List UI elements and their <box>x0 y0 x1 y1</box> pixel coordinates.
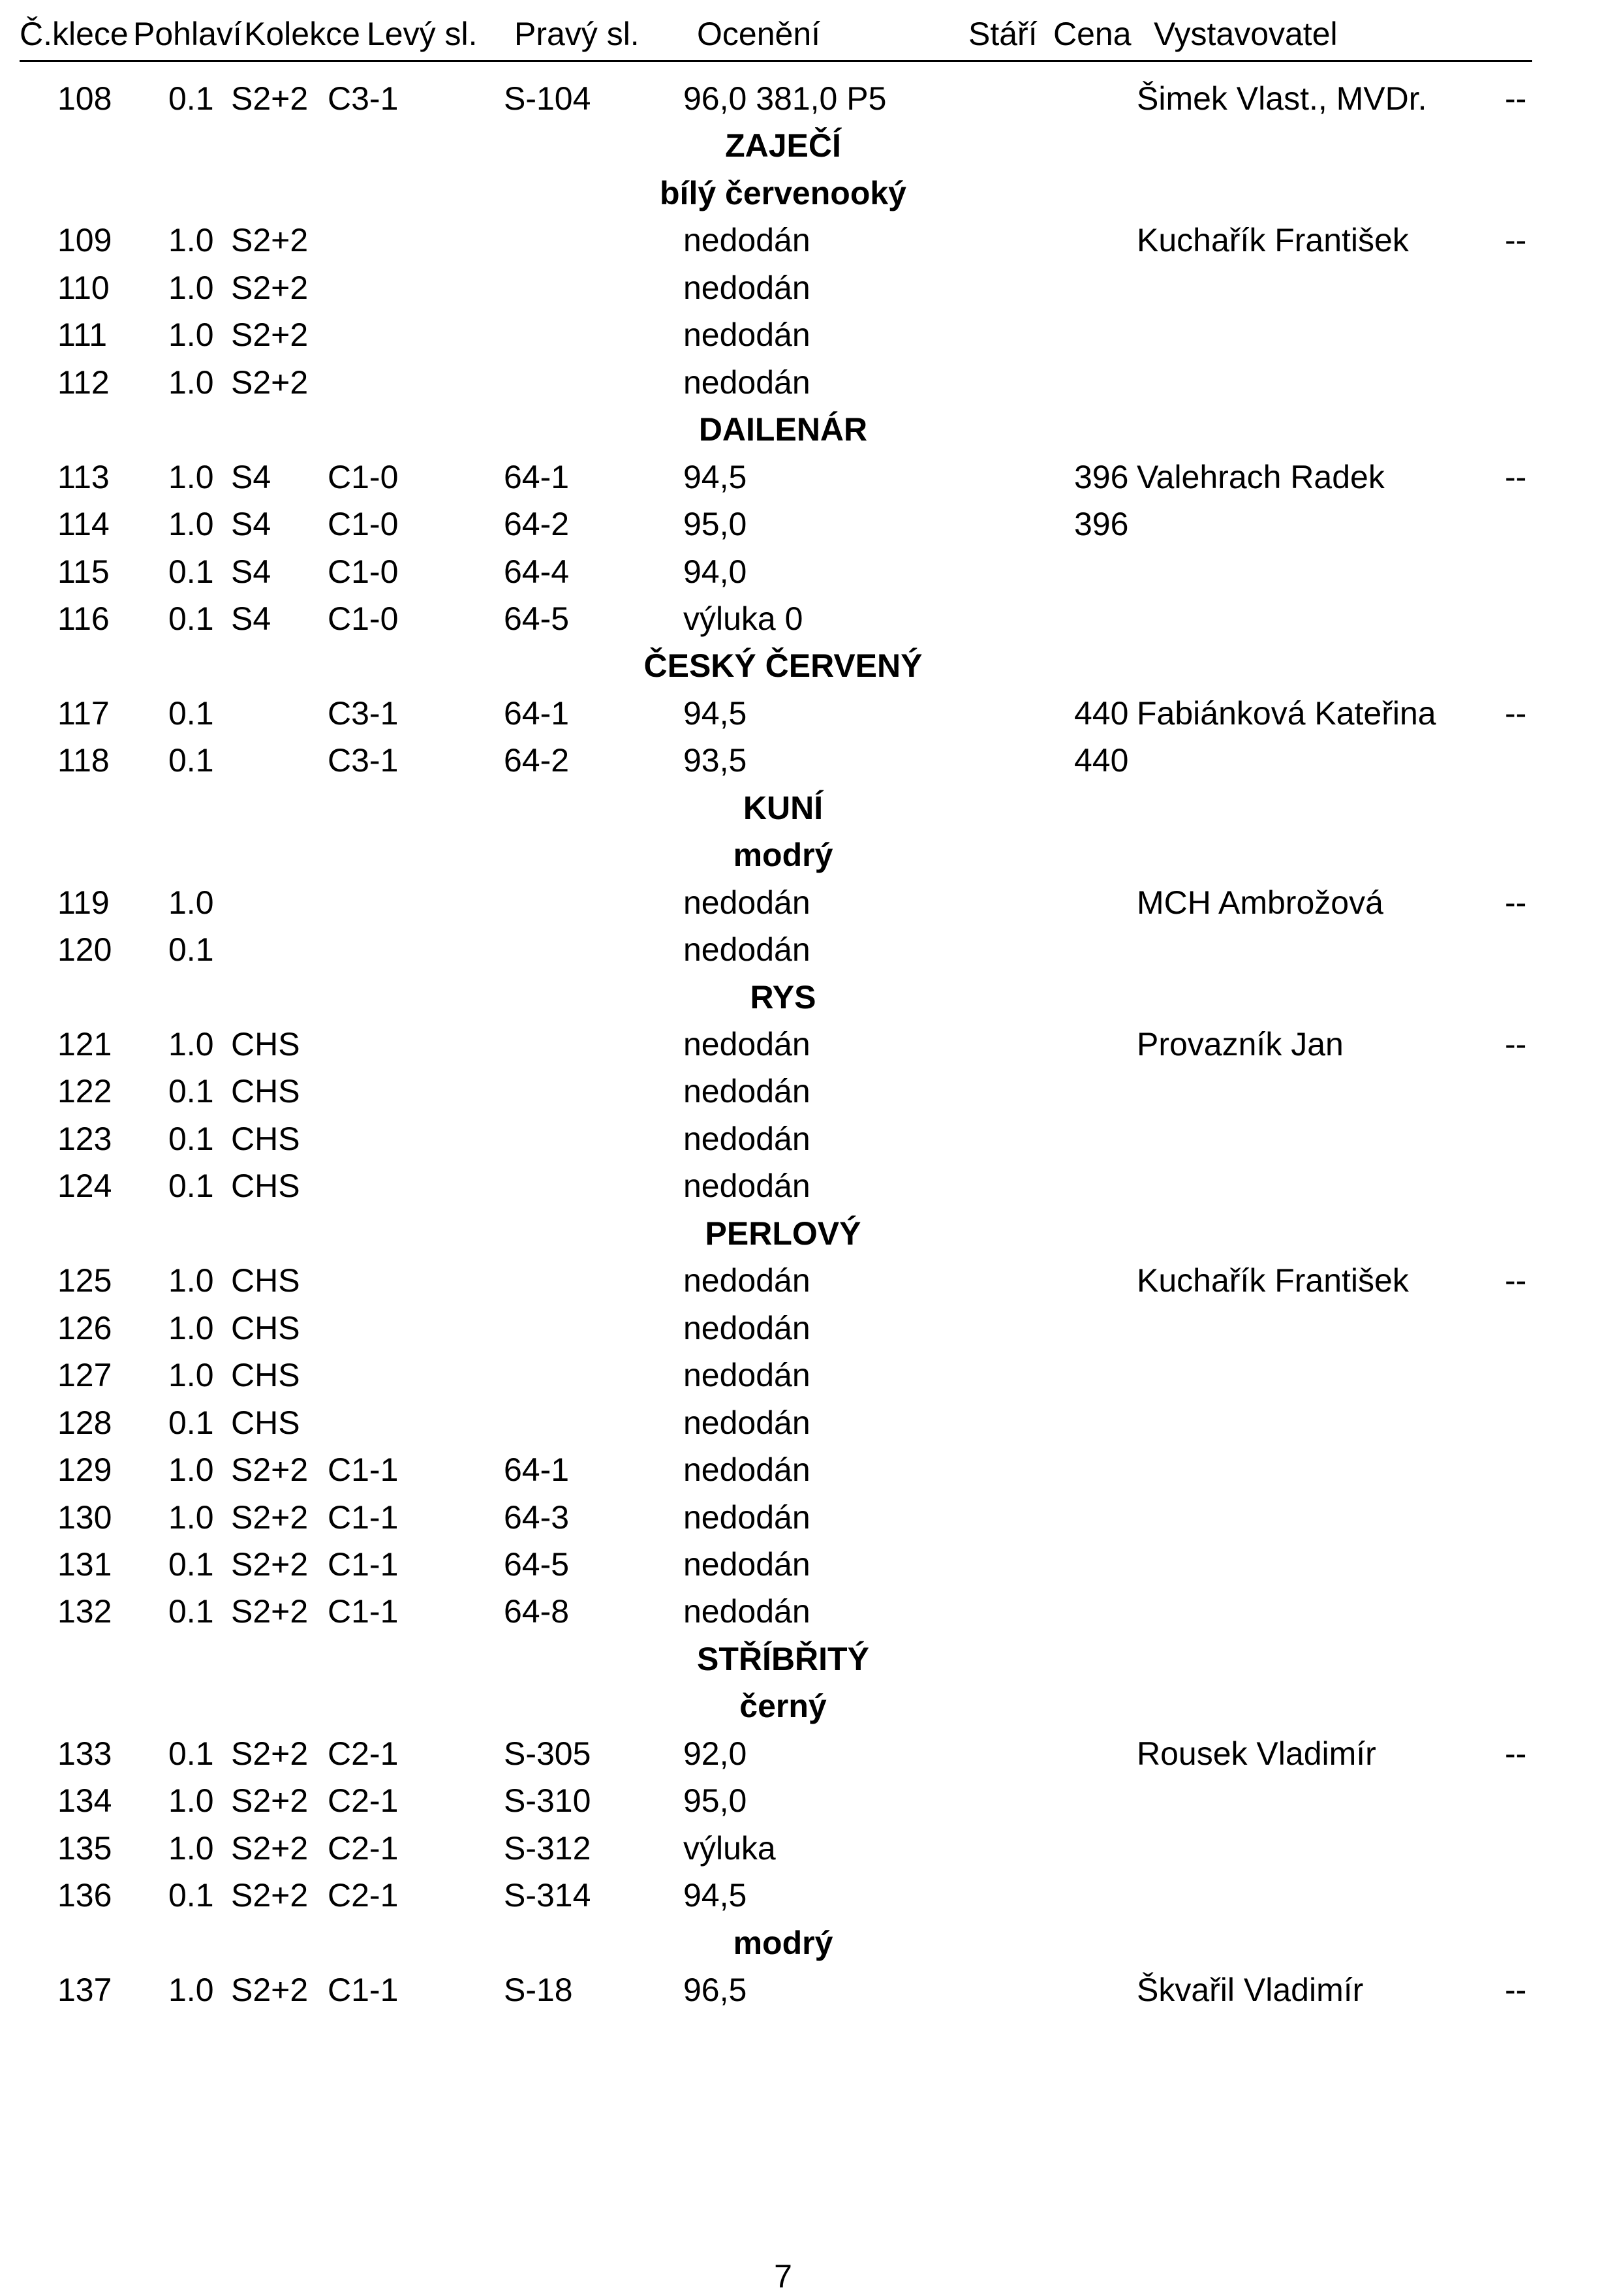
cell-left-ear: C2-1 <box>328 1782 399 1819</box>
cell-left-ear: C3-1 <box>328 80 399 117</box>
cell-exhibitor: Šimek Vlast., MVDr. <box>1137 80 1427 117</box>
table-row <box>0 690 1619 737</box>
header-left-ear: Levý sl. <box>367 16 478 52</box>
section-heading: PERLOVÝ <box>705 1215 861 1252</box>
table-row <box>0 737 1619 784</box>
section-heading: modrý <box>733 1925 833 1961</box>
cell-rating: 93,5 <box>683 742 747 779</box>
section-heading: černý <box>739 1688 827 1724</box>
cell-collection: CHS <box>231 1310 300 1346</box>
cell-rating: výluka <box>683 1830 776 1867</box>
cell-collection: S2+2 <box>231 1830 309 1867</box>
cell-collection: S2+2 <box>231 1735 309 1772</box>
cell-rating: nedodán <box>683 1404 810 1441</box>
page-number: 7 <box>774 2258 792 2295</box>
cell-rating: nedodán <box>683 1546 810 1583</box>
cell-collection: S2+2 <box>231 1451 309 1488</box>
cell-rating: 94,5 <box>683 695 747 732</box>
cell-sex: 1.0 <box>168 1262 214 1299</box>
table-row <box>0 548 1619 595</box>
cell-collection: S4 <box>231 553 271 590</box>
cell-note: -- <box>1505 80 1527 117</box>
table-row <box>0 1115 1619 1162</box>
cell-exhibitor: Kuchařík František <box>1137 222 1409 258</box>
header-divider <box>20 60 1532 62</box>
cell-sex: 0.1 <box>168 80 214 117</box>
cell-rating: nedodán <box>683 270 810 306</box>
cell-sex: 0.1 <box>168 553 214 590</box>
cell-collection: S2+2 <box>231 1593 309 1630</box>
cell-left-ear: C1-1 <box>328 1546 399 1583</box>
cell-right-ear: 64-5 <box>504 1546 570 1583</box>
cell-collection: S2+2 <box>231 317 309 353</box>
section-heading: KUNÍ <box>743 790 824 826</box>
cell-left-ear: C1-0 <box>328 553 399 590</box>
cell-collection: CHS <box>231 1121 300 1157</box>
cell-cage-number: 124 <box>57 1168 112 1204</box>
cell-left-ear: C2-1 <box>328 1877 399 1914</box>
cell-cage-number: 116 <box>57 600 110 637</box>
table-row <box>0 1257 1619 1304</box>
section-heading: bílý červenooký <box>660 175 906 211</box>
section-heading: modrý <box>733 837 833 873</box>
cell-rating: 94,5 <box>683 459 747 495</box>
cell-collection: CHS <box>231 1026 300 1063</box>
cell-cage-number: 133 <box>57 1735 112 1772</box>
cell-note: -- <box>1505 1735 1527 1772</box>
cell-right-ear: S-104 <box>504 80 591 117</box>
cell-cage-number: 115 <box>57 553 110 590</box>
cell-right-ear: 64-2 <box>504 742 570 779</box>
cell-cage-number: 117 <box>57 695 110 732</box>
cell-rating: 94,0 <box>683 553 747 590</box>
cell-exhibitor: Kuchařík František <box>1137 1262 1409 1299</box>
table-row <box>0 1588 1619 1635</box>
section-heading: STŘÍBŘITÝ <box>697 1641 869 1677</box>
cell-collection: CHS <box>231 1404 300 1441</box>
cell-cage-number: 136 <box>57 1877 112 1914</box>
cell-note: -- <box>1505 695 1527 732</box>
cell-collection: S2+2 <box>231 364 309 401</box>
cell-left-ear: C1-1 <box>328 1593 399 1630</box>
header-sex: Pohlaví <box>133 16 242 52</box>
cell-right-ear: 64-1 <box>504 695 570 732</box>
table-row <box>0 1494 1619 1541</box>
table-row <box>0 1021 1619 1068</box>
cell-right-ear: S-312 <box>504 1830 591 1867</box>
cell-sex: 1.0 <box>168 1357 214 1393</box>
cell-sex: 0.1 <box>168 1073 214 1109</box>
cell-sex: 0.1 <box>168 600 214 637</box>
cell-sex: 0.1 <box>168 1404 214 1441</box>
cell-left-ear: C1-1 <box>328 1499 399 1536</box>
cell-collection: CHS <box>231 1073 300 1109</box>
cell-right-ear: S-310 <box>504 1782 591 1819</box>
header-right-ear: Pravý sl. <box>514 16 640 52</box>
table-row <box>0 311 1619 358</box>
cell-left-ear: C3-1 <box>328 742 399 779</box>
cell-rating: 96,5 <box>683 1972 747 2008</box>
cell-sex: 0.1 <box>168 742 214 779</box>
cell-collection: S4 <box>231 459 271 495</box>
table-row <box>0 595 1619 642</box>
table-row <box>0 1305 1619 1352</box>
table-row <box>0 1541 1619 1588</box>
cell-cage-number: 111 <box>57 317 108 353</box>
table-row <box>0 1730 1619 1777</box>
cell-price: 440 <box>1074 742 1129 779</box>
cell-rating: nedodán <box>683 222 810 258</box>
cell-collection: S2+2 <box>231 1877 309 1914</box>
cell-left-ear: C2-1 <box>328 1830 399 1867</box>
cell-sex: 1.0 <box>168 1782 214 1819</box>
section-heading: ZAJEČÍ <box>725 127 841 164</box>
cell-sex: 1.0 <box>168 364 214 401</box>
cell-exhibitor: Valehrach Radek <box>1137 459 1385 495</box>
cell-right-ear: S-314 <box>504 1877 591 1914</box>
section-heading: DAILENÁR <box>698 411 868 448</box>
cell-rating: nedodán <box>683 1168 810 1204</box>
section-heading: ČESKÝ ČERVENÝ <box>643 647 923 684</box>
table-row <box>0 501 1619 548</box>
cell-collection: S2+2 <box>231 222 309 258</box>
cell-exhibitor: Rousek Vladimír <box>1137 1735 1376 1772</box>
cell-sex: 0.1 <box>168 1593 214 1630</box>
table-row <box>0 926 1619 973</box>
table-row <box>0 1446 1619 1493</box>
header-cage-number: Č.klece <box>20 16 129 52</box>
cell-collection: CHS <box>231 1168 300 1204</box>
cell-cage-number: 119 <box>57 884 110 921</box>
table-row <box>0 359 1619 406</box>
cell-right-ear: 64-8 <box>504 1593 570 1630</box>
cell-right-ear: 64-4 <box>504 553 570 590</box>
cell-cage-number: 120 <box>57 931 112 968</box>
cell-note: -- <box>1505 1972 1527 2008</box>
cell-rating: nedodán <box>683 1262 810 1299</box>
cell-collection: S2+2 <box>231 80 309 117</box>
cell-sex: 1.0 <box>168 222 214 258</box>
cell-rating: nedodán <box>683 1121 810 1157</box>
cell-rating: nedodán <box>683 1451 810 1488</box>
cell-sex: 0.1 <box>168 1877 214 1914</box>
table-row <box>0 1068 1619 1115</box>
cell-sex: 0.1 <box>168 1121 214 1157</box>
cell-collection: S2+2 <box>231 270 309 306</box>
cell-exhibitor: Škvařil Vladimír <box>1137 1972 1364 2008</box>
cell-cage-number: 134 <box>57 1782 112 1819</box>
table-row <box>0 75 1619 122</box>
cell-rating: nedodán <box>683 317 810 353</box>
cell-price: 396 <box>1074 506 1129 542</box>
table-row <box>0 1399 1619 1446</box>
cell-collection: S2+2 <box>231 1972 309 2008</box>
cell-sex: 1.0 <box>168 506 214 542</box>
cell-left-ear: C3-1 <box>328 695 399 732</box>
cell-right-ear: 64-1 <box>504 459 570 495</box>
cell-note: -- <box>1505 1026 1527 1063</box>
cell-rating: nedodán <box>683 1073 810 1109</box>
cell-cage-number: 108 <box>57 80 112 117</box>
cell-exhibitor: Fabiánková Kateřina <box>1137 695 1436 732</box>
cell-rating: 96,0 381,0 P5 <box>683 80 887 117</box>
cell-sex: 1.0 <box>168 270 214 306</box>
cell-note: -- <box>1505 884 1527 921</box>
cell-cage-number: 132 <box>57 1593 112 1630</box>
cell-cage-number: 137 <box>57 1972 112 2008</box>
cell-left-ear: C2-1 <box>328 1735 399 1772</box>
cell-cage-number: 135 <box>57 1830 112 1867</box>
cell-note: -- <box>1505 1262 1527 1299</box>
cell-sex: 0.1 <box>168 695 214 732</box>
cell-collection: CHS <box>231 1262 300 1299</box>
cell-left-ear: C1-0 <box>328 600 399 637</box>
table-row <box>0 879 1619 926</box>
table-row <box>0 454 1619 501</box>
cell-sex: 1.0 <box>168 884 214 921</box>
cell-rating: 92,0 <box>683 1735 747 1772</box>
cell-sex: 1.0 <box>168 1972 214 2008</box>
cell-left-ear: C1-1 <box>328 1451 399 1488</box>
cell-collection: S4 <box>231 506 271 542</box>
cell-sex: 1.0 <box>168 1499 214 1536</box>
cell-right-ear: 64-2 <box>504 506 570 542</box>
cell-right-ear: 64-5 <box>504 600 570 637</box>
cell-right-ear: 64-1 <box>504 1451 570 1488</box>
cell-right-ear: 64-3 <box>504 1499 570 1536</box>
cell-cage-number: 123 <box>57 1121 112 1157</box>
cell-sex: 1.0 <box>168 1026 214 1063</box>
cell-rating: výluka 0 <box>683 600 803 637</box>
cell-sex: 0.1 <box>168 1546 214 1583</box>
cell-right-ear: S-18 <box>504 1972 573 2008</box>
cell-cage-number: 125 <box>57 1262 112 1299</box>
cell-sex: 1.0 <box>168 1830 214 1867</box>
cell-left-ear: C1-1 <box>328 1972 399 2008</box>
table-row <box>0 1825 1619 1872</box>
cell-exhibitor: Provazník Jan <box>1137 1026 1344 1063</box>
cell-cage-number: 121 <box>57 1026 112 1063</box>
table-row <box>0 1162 1619 1209</box>
cell-cage-number: 126 <box>57 1310 112 1346</box>
table-row <box>0 1966 1619 2013</box>
header-collection: Kolekce <box>244 16 360 52</box>
cell-sex: 0.1 <box>168 931 214 968</box>
header-exhibitor: Vystavovatel <box>1154 16 1338 52</box>
cell-cage-number: 127 <box>57 1357 112 1393</box>
cell-note: -- <box>1505 222 1527 258</box>
section-heading: RYS <box>750 979 816 1016</box>
cell-cage-number: 109 <box>57 222 112 258</box>
cell-collection: S2+2 <box>231 1546 309 1583</box>
cell-collection: S4 <box>231 600 271 637</box>
cell-sex: 1.0 <box>168 317 214 353</box>
table-row <box>0 1872 1619 1919</box>
cell-rating: nedodán <box>683 884 810 921</box>
cell-left-ear: C1-0 <box>328 506 399 542</box>
cell-price: 440 <box>1074 695 1129 732</box>
cell-cage-number: 112 <box>57 364 110 401</box>
cell-left-ear: C1-0 <box>328 459 399 495</box>
cell-cage-number: 110 <box>57 270 110 306</box>
header-rating: Ocenění <box>697 16 821 52</box>
cell-sex: 1.0 <box>168 1451 214 1488</box>
cell-rating: nedodán <box>683 1357 810 1393</box>
table-row <box>0 1352 1619 1399</box>
cell-rating: nedodán <box>683 1026 810 1063</box>
table-row <box>0 1777 1619 1824</box>
cell-cage-number: 118 <box>57 742 110 779</box>
cell-cage-number: 113 <box>57 459 110 495</box>
cell-sex: 1.0 <box>168 459 214 495</box>
cell-sex: 0.1 <box>168 1735 214 1772</box>
cell-price: 396 <box>1074 459 1129 495</box>
cell-exhibitor: MCH Ambrožová <box>1137 884 1383 921</box>
cell-rating: 94,5 <box>683 1877 747 1914</box>
header-price: Cena <box>1053 16 1132 52</box>
cell-rating: nedodán <box>683 364 810 401</box>
cell-rating: nedodán <box>683 1499 810 1536</box>
cell-collection: S2+2 <box>231 1782 309 1819</box>
cell-cage-number: 122 <box>57 1073 112 1109</box>
table-row <box>0 217 1619 264</box>
cell-rating: nedodán <box>683 931 810 968</box>
cell-sex: 0.1 <box>168 1168 214 1204</box>
cell-sex: 1.0 <box>168 1310 214 1346</box>
cell-collection: S2+2 <box>231 1499 309 1536</box>
cell-rating: 95,0 <box>683 1782 747 1819</box>
cell-cage-number: 131 <box>57 1546 112 1583</box>
cell-note: -- <box>1505 459 1527 495</box>
cell-rating: nedodán <box>683 1310 810 1346</box>
cell-rating: 95,0 <box>683 506 747 542</box>
cell-cage-number: 128 <box>57 1404 112 1441</box>
cell-right-ear: S-305 <box>504 1735 591 1772</box>
header-age: Stáří <box>968 16 1038 52</box>
cell-cage-number: 130 <box>57 1499 112 1536</box>
cell-cage-number: 129 <box>57 1451 112 1488</box>
cell-collection: CHS <box>231 1357 300 1393</box>
cell-cage-number: 114 <box>57 506 110 542</box>
table-row <box>0 264 1619 311</box>
cell-rating: nedodán <box>683 1593 810 1630</box>
